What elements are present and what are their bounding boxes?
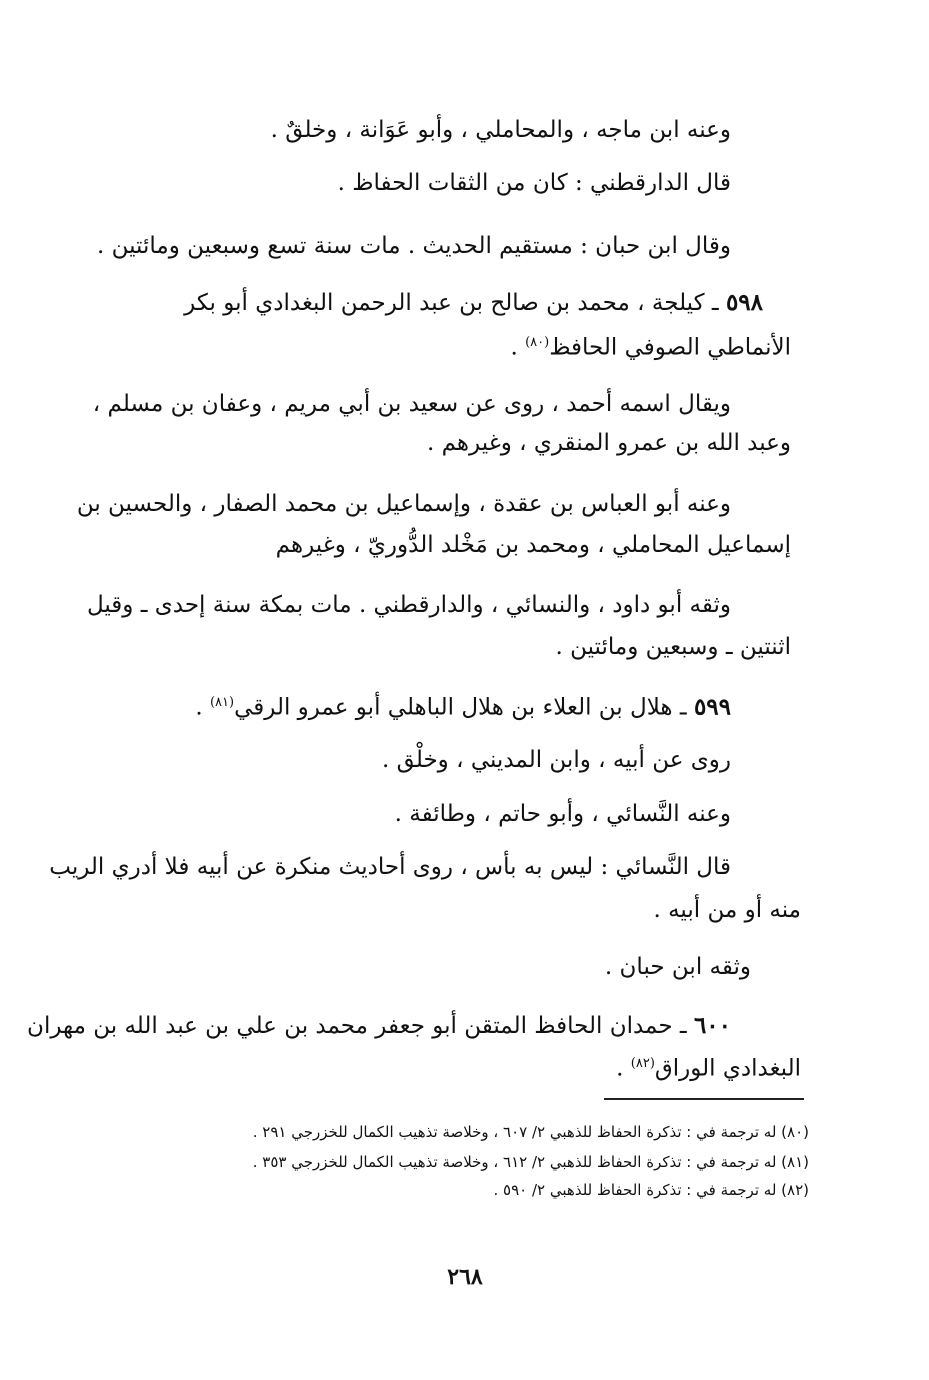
text-line: قال النَّسائي : ليس به بأس ، روى أحاديث منكرة عن أبيه فلا أدري الريب <box>49 854 731 880</box>
text-line: وثقه أبو داود ، والنسائي ، والدارقطني . مات بمكة سنة إحدى ـ وقيل <box>86 592 731 618</box>
footnote-ref: (٨١) <box>209 695 235 710</box>
text-line <box>510 328 791 363</box>
punctuation: . <box>616 1055 631 1082</box>
text-line: إسماعيل المحاملي ، ومحمد بن مَخْلد الدُّوريّ ، وغيرهم <box>275 532 791 558</box>
entry-number: ٥٩٨ <box>725 289 763 316</box>
text-line: وقال ابن حبان : مستقيم الحديث . مات سنة تسع وسبعين ومائتين . <box>96 233 731 259</box>
entry-600-heading <box>27 1011 731 1041</box>
text-line: وعنه ابن ماجه ، والمحاملي ، وأبو عَوَانة ، وخلقٌ . <box>270 117 731 143</box>
entry-text: الأنماطي الصوفي الحافظ <box>549 334 791 361</box>
text-line: وعبد الله بن عمرو المنقري ، وغيرهم . <box>427 430 791 456</box>
text-line: قال الدارقطني : كان من الثقات الحفاظ . <box>337 170 731 196</box>
entry-number: ٦٠٠ <box>693 1012 731 1039</box>
entry-text: ـ هلال بن العلاء بن هلال الباهلي أبو عمرو الرقي <box>234 694 694 721</box>
text-line: وعنه أبو العباس بن عقدة ، وإسماعيل بن محمد الصفار ، والحسين بن <box>76 491 731 517</box>
punctuation: . <box>195 694 210 721</box>
text-line: ويقال اسمه أحمد ، روى عن سعيد بن أبي مريم ، وعفان بن مسلم ، <box>92 391 731 417</box>
footnote: (٨١) له ترجمة في : تذكرة الحفاظ للذهبي ٢/ ٦١٢ ، وخلاصة تذهيب الكمال للخزرجي ٣٥٣ . <box>252 1153 809 1171</box>
text-line: منه أو من أبيه . <box>653 897 801 923</box>
punctuation: . <box>510 334 526 361</box>
entry-598-heading <box>184 288 763 318</box>
text-line: وعنه النَّسائي ، وأبو حاتم ، وطائفة . <box>394 801 731 827</box>
footnote: (٨٠) له ترجمة في : تذكرة الحفاظ للذهبي ٢/ ٦٠٧ ، وخلاصة تذهيب الكمال للخزرجي ٢٩١ . <box>252 1123 809 1141</box>
text-line <box>616 1049 801 1084</box>
entry-number: ٥٩٩ <box>693 693 731 721</box>
footnote-ref: (٨٢) <box>630 1056 655 1071</box>
footnote-ref: (٨٠) <box>525 335 550 350</box>
footnote-divider <box>604 1098 804 1100</box>
footnote: (٨٢) له ترجمة في : تذكرة الحفاظ للذهبي ٢/ ٥٩٠ . <box>493 1181 809 1199</box>
entry-text: البغدادي الوراق <box>654 1055 801 1082</box>
text-line: وثقه ابن حبان . <box>604 954 751 980</box>
page-number: ٢٦٨ <box>447 1264 483 1290</box>
text-line: اثنتين ـ وسبعين ومائتين . <box>555 634 791 660</box>
entry-text: ـ حمدان الحافظ المتقن أبو جعفر محمد بن علي بن عبد الله بن مهران <box>27 1013 694 1039</box>
entry-599-heading <box>195 688 731 723</box>
entry-text: ـ كيلجة ، محمد بن صالح بن عبد الرحمن البغدادي أبو بكر <box>184 290 726 316</box>
text-line: روى عن أبيه ، وابن المديني ، وخلْق . <box>382 747 731 773</box>
